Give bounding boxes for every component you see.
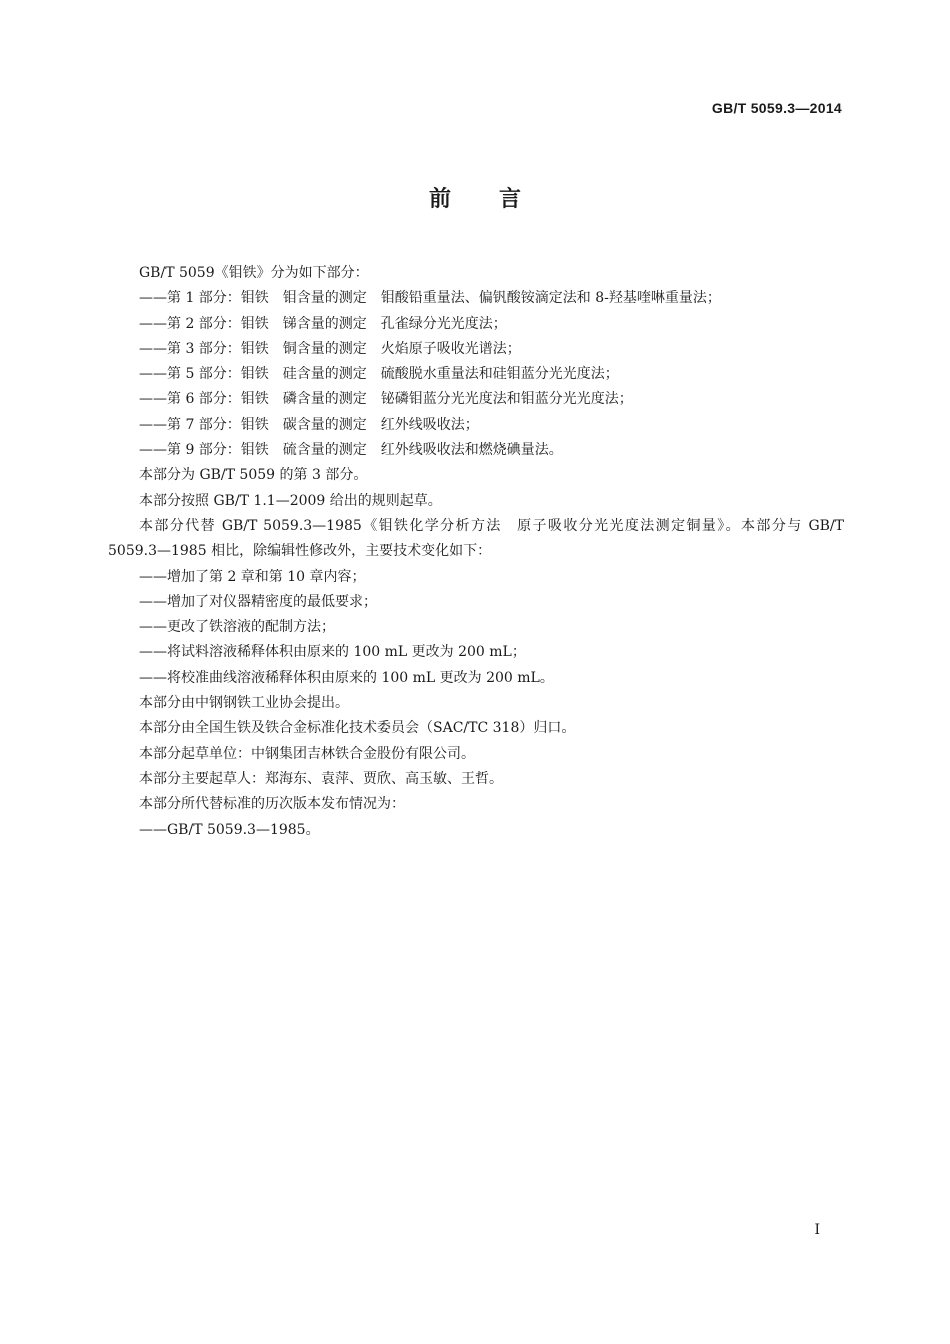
- paragraph-drafters: 本部分主要起草人：郑海东、袁萍、贾欣、高玉敏、王哲。: [139, 770, 503, 787]
- page-title: 前言: [428, 187, 569, 212]
- list-item-change-5: ——将校准曲线溶液稀释体积由原来的 100 mL 更改为 200 mL。: [139, 669, 554, 686]
- foreword-body: [108, 261, 844, 843]
- list-item-change-4: ——将试料溶液稀释体积由原来的 100 mL 更改为 200 mL；: [139, 644, 526, 661]
- paragraph-proposer: 本部分由中钢钢铁工业协会提出。: [139, 695, 349, 712]
- list-item-part-7: ——第 7 部分：钼铁 碳含量的测定 红外线吸收法；: [139, 416, 479, 433]
- list-item-part-5: ——第 5 部分：钼铁 硅含量的测定 硫酸脱水重量法和硅钼蓝分光光度法；: [139, 366, 619, 383]
- list-item-part-6: ——第 6 部分：钼铁 磷含量的测定 铋磷钼蓝分光光度法和钼蓝分光光度法；: [139, 391, 633, 408]
- paragraph-history-intro: 本部分所代替标准的历次版本发布情况为：: [139, 796, 405, 813]
- page-number: I: [814, 1222, 820, 1238]
- list-item-change-3: ——更改了铁溶液的配制方法；: [139, 619, 335, 636]
- list-item-part-3: ——第 3 部分：钼铁 铜含量的测定 火焰原子吸收光谱法；: [139, 340, 521, 357]
- document-code: GB/T 5059.3—2014: [711, 100, 842, 116]
- list-item-change-1: ——增加了第 2 章和第 10 章内容；: [139, 568, 366, 585]
- list-item-history-1: ——GB/T 5059.3—1985。: [139, 821, 320, 838]
- list-item-part-9: ——第 9 部分：钼铁 硫含量的测定 红外线吸收法和燃烧碘量法。: [139, 442, 563, 459]
- paragraph-drafting-unit: 本部分起草单位：中钢集团吉林铁合金股份有限公司。: [139, 745, 475, 762]
- paragraph-part-number: 本部分为 GB/T 5059 的第 3 部分。: [139, 467, 368, 484]
- paragraph-committee: 本部分由全国生铁及铁合金标准化技术委员会（SAC/TC 318）归口。: [139, 720, 576, 737]
- list-item-part-1: ——第 1 部分：钼铁 钼含量的测定 钼酸铅重量法、偏钒酸铵滴定法和 8-羟基喹啉重量法；: [139, 290, 721, 307]
- list-item-change-2: ——增加了对仪器精密度的最低要求；: [139, 593, 377, 610]
- list-item-part-2: ——第 2 部分：钼铁 锑含量的测定 孔雀绿分光光度法；: [139, 315, 507, 332]
- paragraph-replacement: 本部分代替 GB/T 5059.3—1985《钼铁化学分析方法 原子吸收分光光度法测定铜量》。本部分与 GB/T 5059.3—1985 相比，除编辑性修改外，主要技术变化如下：: [108, 517, 844, 560]
- paragraph-drafting-rules: 本部分按照 GB/T 1.1—2009 给出的规则起草。: [139, 492, 442, 509]
- paragraph-parts-intro: GB/T 5059《钼铁》分为如下部分：: [139, 265, 369, 281]
